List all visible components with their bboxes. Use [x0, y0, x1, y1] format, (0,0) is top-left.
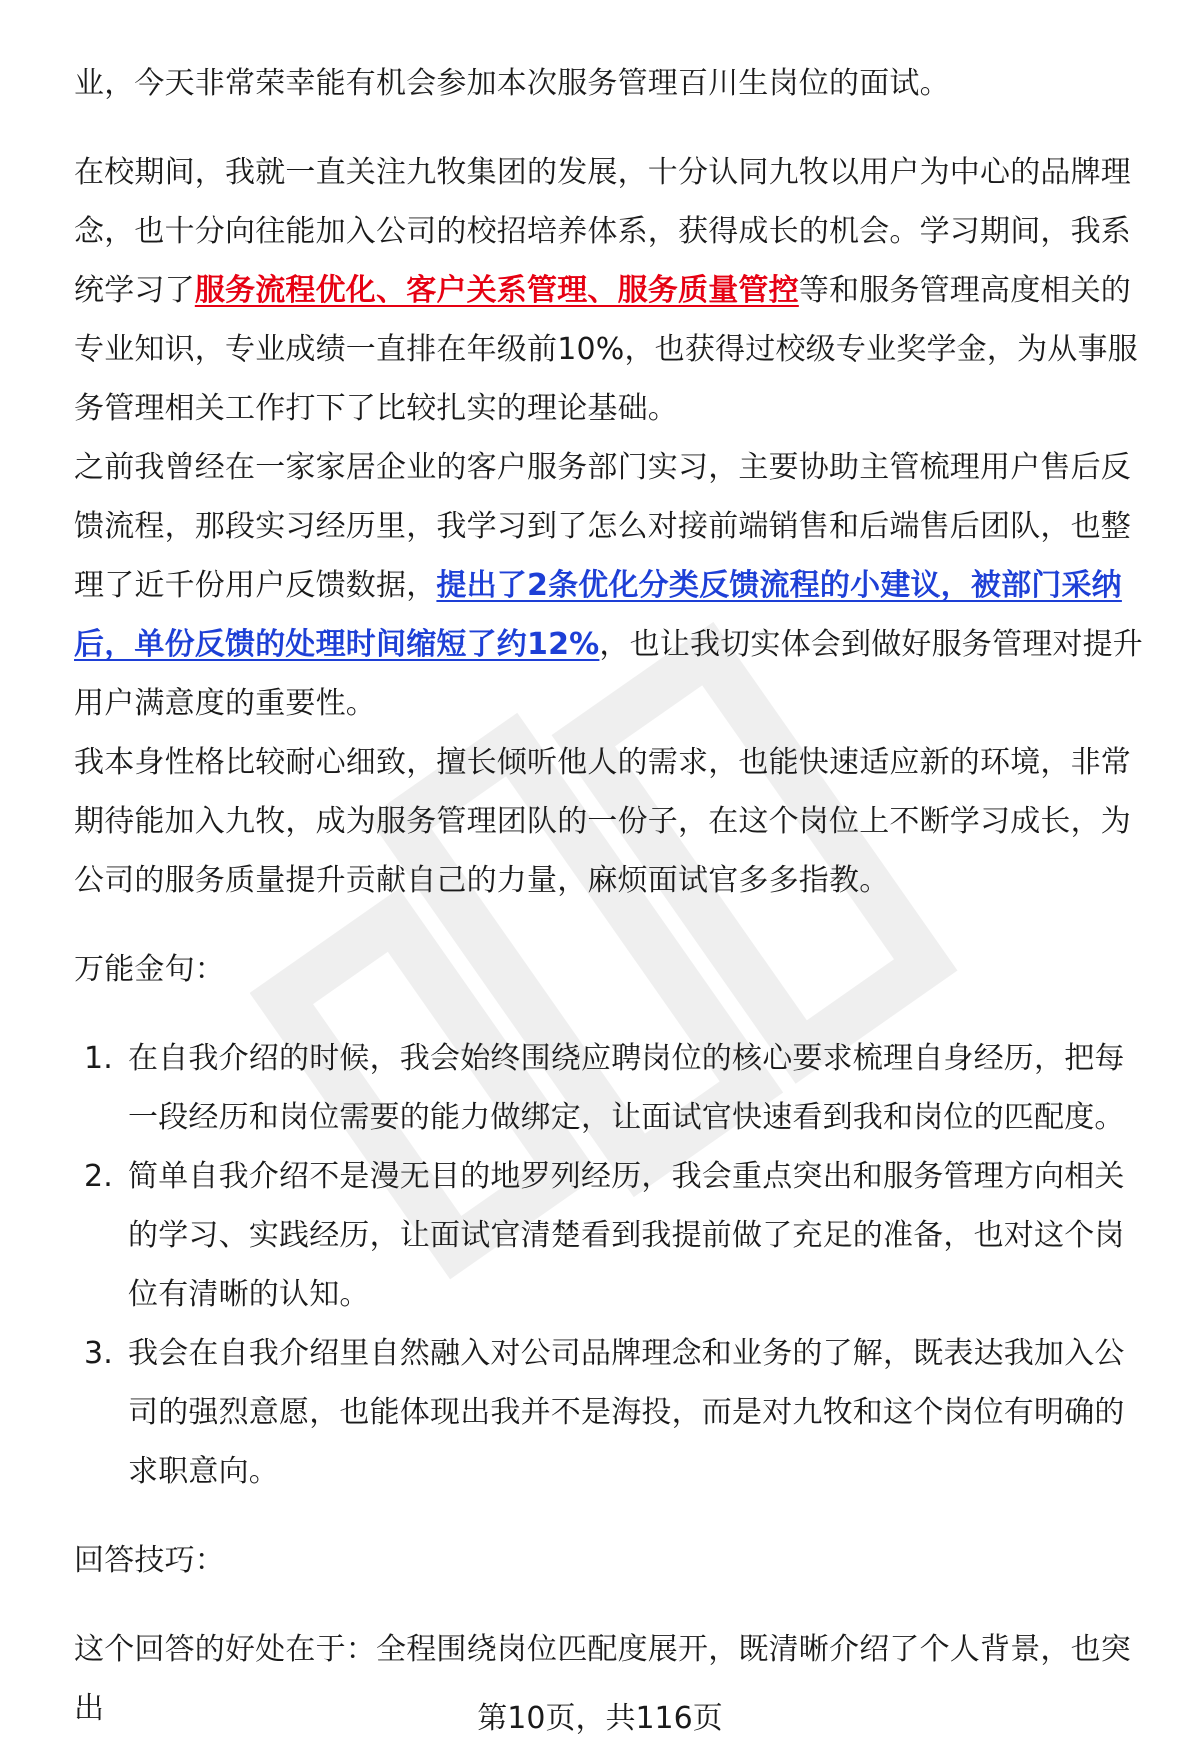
list-item-text: 我会在自我介绍里自然融入对公司品牌理念和业务的了解，既表达我加入公司的强烈意愿，也能体现出我并不是海投，而是对九牧和这个岗位有明确的求职意向。 — [128, 1336, 1125, 1489]
list-item-number: 2. — [84, 1159, 114, 1194]
tips-list — [74, 1029, 1154, 1501]
list-item-text: 简单自我介绍不是漫无目的地罗列经历，我会重点突出和服务管理方向相关的学习、实践经历，让面试官清楚看到我提前做了充足的准备，也对这个岗位有清晰的认知。 — [128, 1159, 1125, 1312]
section-heading-answer: 回答技巧： — [74, 1543, 225, 1578]
list-item — [74, 1029, 1154, 1147]
paragraph-intro-end: 业，今天非常荣幸能有机会参加本次服务管理百川生岗位的面试。 — [74, 66, 950, 101]
list-item-text: 在自我介绍的时候，我会始终围绕应聘岗位的核心要求梳理自身经历，把每一段经历和岗位需要的能力做绑定，让面试官快速看到我和岗位的匹配度。 — [128, 1041, 1125, 1135]
education-highlight-red: 服务流程优化、客户关系管理、服务质量管控 — [194, 273, 799, 308]
list-item-number: 3. — [84, 1336, 114, 1371]
internship-text-start: 之前我曾经在一家家居企业的客户服务部门实习，主要协助主管梳理用户售后反馈流程，那段实习经历里，我学习到了怎么对接前端销售和后端售后团队，也整理了近千份用户反馈数据， — [74, 450, 1131, 603]
internship-highlight-blue: 提出了2条优化分类反馈流程的小建议，被部门采纳后，单份反馈的处理时间缩短了约12% — [74, 568, 1122, 662]
list-item — [74, 1147, 1154, 1324]
internship-text-end: ，也让我切实体会到做好服务管理对提升用户满意度的重要性。 — [74, 627, 1144, 721]
paragraph-education — [74, 143, 1154, 438]
paragraph-answer-start: 这个回答的好处在于：全程围绕岗位匹配度展开，既清晰介绍了个人背景，也突出 — [74, 1632, 1131, 1726]
list-item-number: 1. — [84, 1041, 114, 1076]
paragraph-gap — [74, 999, 1154, 1029]
paragraph-gap — [74, 113, 1154, 143]
paragraph-personality: 我本身性格比较耐心细致，擅长倾听他人的需求，也能快速适应新的环境，非常期待能加入九牧，成为服务管理团队的一份子，在这个岗位上不断学习成长，为公司的服务质量提升贡献自己的力量，麻烦面试官多多指教。 — [74, 745, 1131, 898]
paragraph-gap — [74, 910, 1154, 940]
education-text-start: 在校期间，我就一直关注九牧集团的发展，十分认同九牧以用户为中心的品牌理念，也十分向往能加入公司的校招培养体系，获得成长的机会。学习期间，我系统学习了 — [74, 155, 1131, 308]
list-item — [74, 1324, 1154, 1501]
paragraph-gap — [74, 1590, 1154, 1620]
paragraph-gap — [74, 1501, 1154, 1531]
document-body — [74, 54, 1154, 1738]
page-number-footer: 第10页，共116页 — [477, 1701, 723, 1736]
section-heading-tips: 万能金句： — [74, 952, 225, 987]
paragraph-internship — [74, 438, 1154, 733]
education-text-end: 等和服务管理高度相关的专业知识，专业成绩一直排在年级前10%，也获得过校级专业奖学金，为从事服务管理相关工作打下了比较扎实的理论基础。 — [74, 273, 1138, 426]
